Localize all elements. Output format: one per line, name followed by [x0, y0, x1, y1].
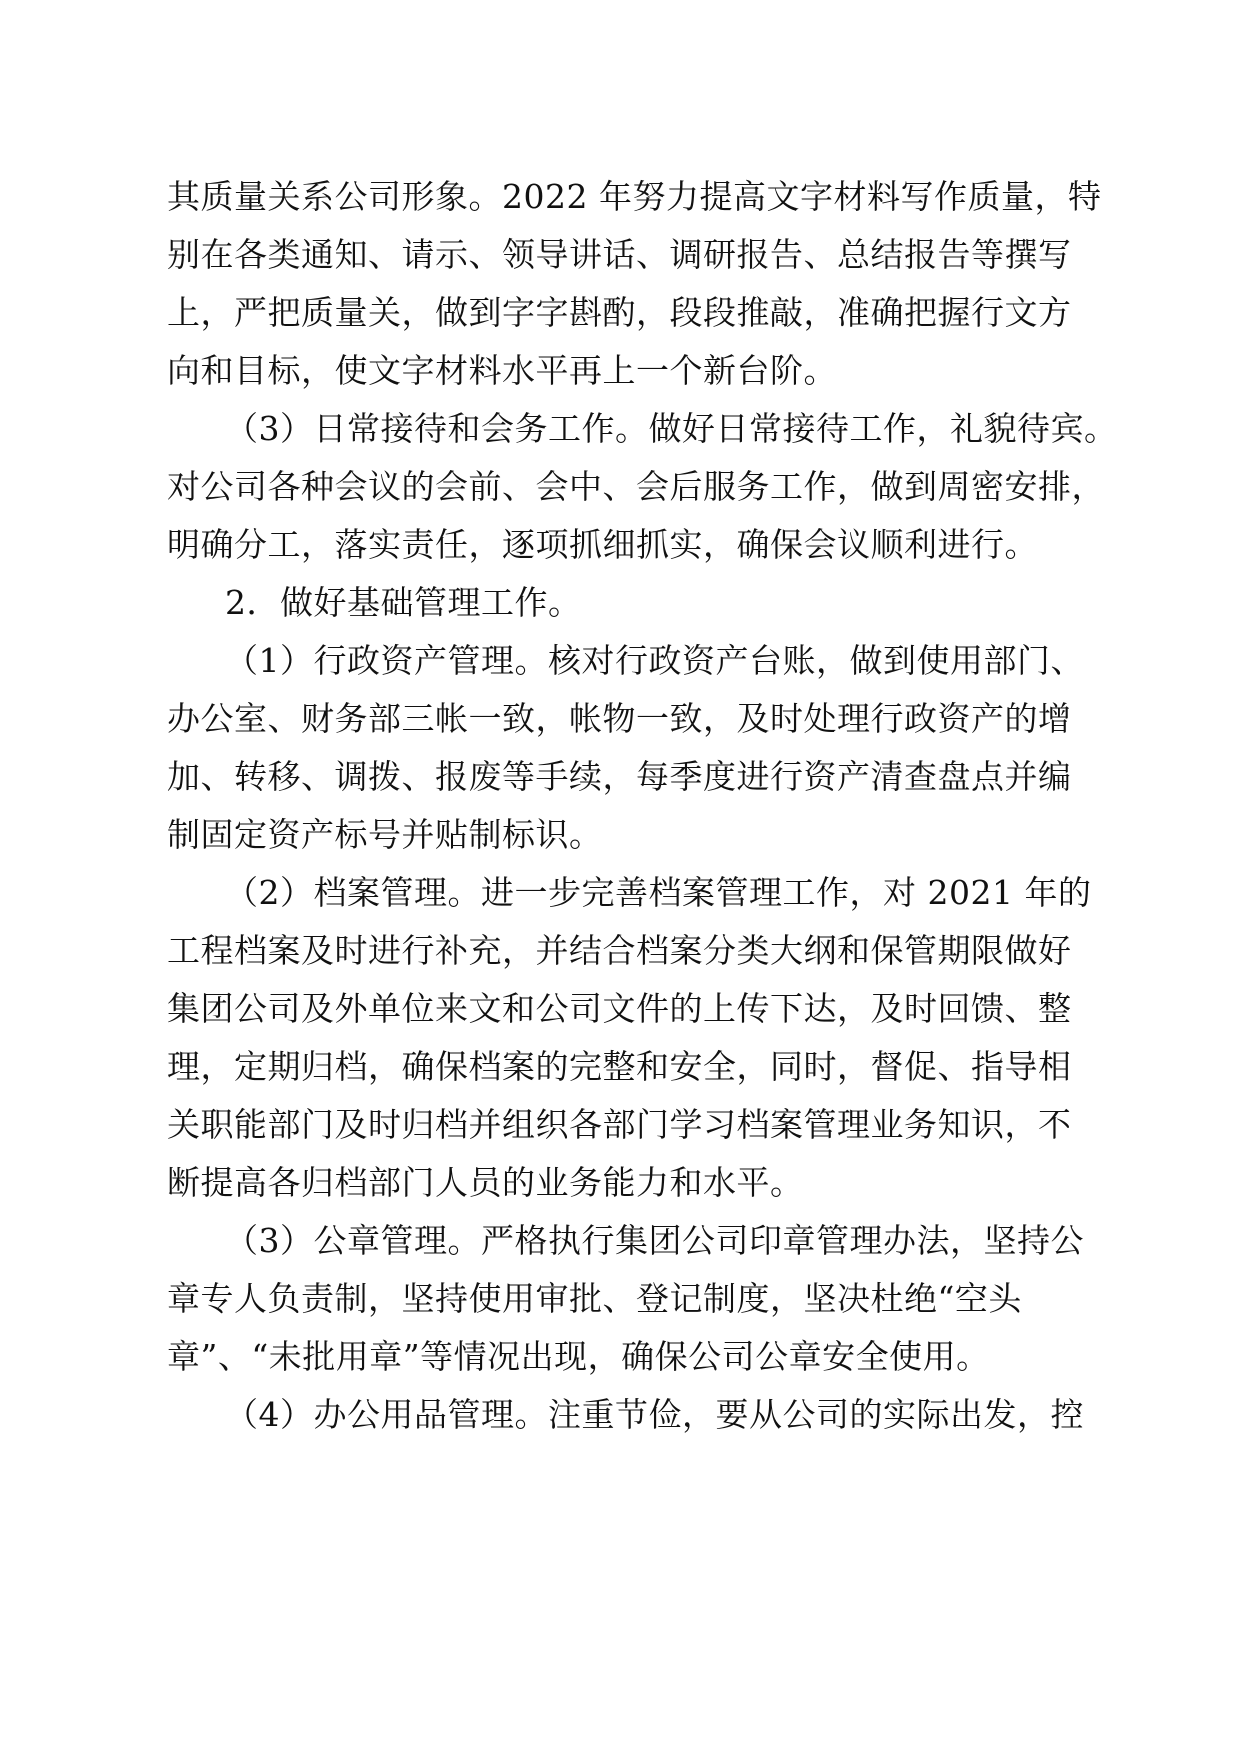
- text-line: 上，严把质量关，做到字字斟酌，段段推敲，准确把握行文方: [167, 293, 1072, 332]
- text-line: （4）办公用品管理。注重节俭，要从公司的实际出发，控: [225, 1395, 1084, 1434]
- text-line: 断提高各归档部门人员的业务能力和水平。: [167, 1163, 804, 1202]
- text-line: 集团公司及外单位来文和公司文件的上传下达，及时回馈、整: [167, 989, 1072, 1028]
- text-line: （1）行政资产管理。核对行政资产台账，做到使用部门、: [225, 641, 1084, 680]
- section-heading: 2．做好基础管理工作。: [225, 583, 582, 622]
- text-line: （3）日常接待和会务工作。做好日常接待工作，礼貌待宾。: [225, 409, 1118, 448]
- text-line: （3）公章管理。严格执行集团公司印章管理办法，坚持公: [225, 1221, 1084, 1260]
- text-line: 章专人负责制，坚持使用审批、登记制度，坚决杜绝“空头: [167, 1279, 1022, 1318]
- text-line: 明确分工，落实责任，逐项抓细抓实，确保会议顺利进行。: [167, 525, 1038, 564]
- text-line: 制固定资产标号并贴制标识。: [167, 815, 603, 854]
- text-line: 向和目标，使文字材料水平再上一个新台阶。: [167, 351, 837, 390]
- text-line: 办公室、财务部三帐一致，帐物一致，及时处理行政资产的增: [167, 699, 1072, 738]
- text-line: 理，定期归档，确保档案的完整和安全，同时，督促、指导相: [167, 1047, 1072, 1086]
- text-line: 章”、“未批用章”等情况出现，确保公司公章安全使用。: [167, 1337, 990, 1376]
- text-line: 关职能部门及时归档并组织各部门学习档案管理业务知识，不: [167, 1105, 1072, 1144]
- text-line: 其质量关系公司形象。2022 年努力提高文字材料写作质量，特: [167, 177, 1102, 216]
- text-line: 对公司各种会议的会前、会中、会后服务工作，做到周密安排，: [167, 467, 1105, 506]
- text-line: 别在各类通知、请示、领导讲话、调研报告、总结报告等撰写: [167, 235, 1072, 274]
- text-line: （2）档案管理。进一步完善档案管理工作，对 2021 年的: [225, 873, 1092, 912]
- text-line: 工程档案及时进行补充，并结合档案分类大纲和保管期限做好: [167, 931, 1072, 970]
- text-line: 加、转移、调拨、报废等手续，每季度进行资产清查盘点并编: [167, 757, 1072, 796]
